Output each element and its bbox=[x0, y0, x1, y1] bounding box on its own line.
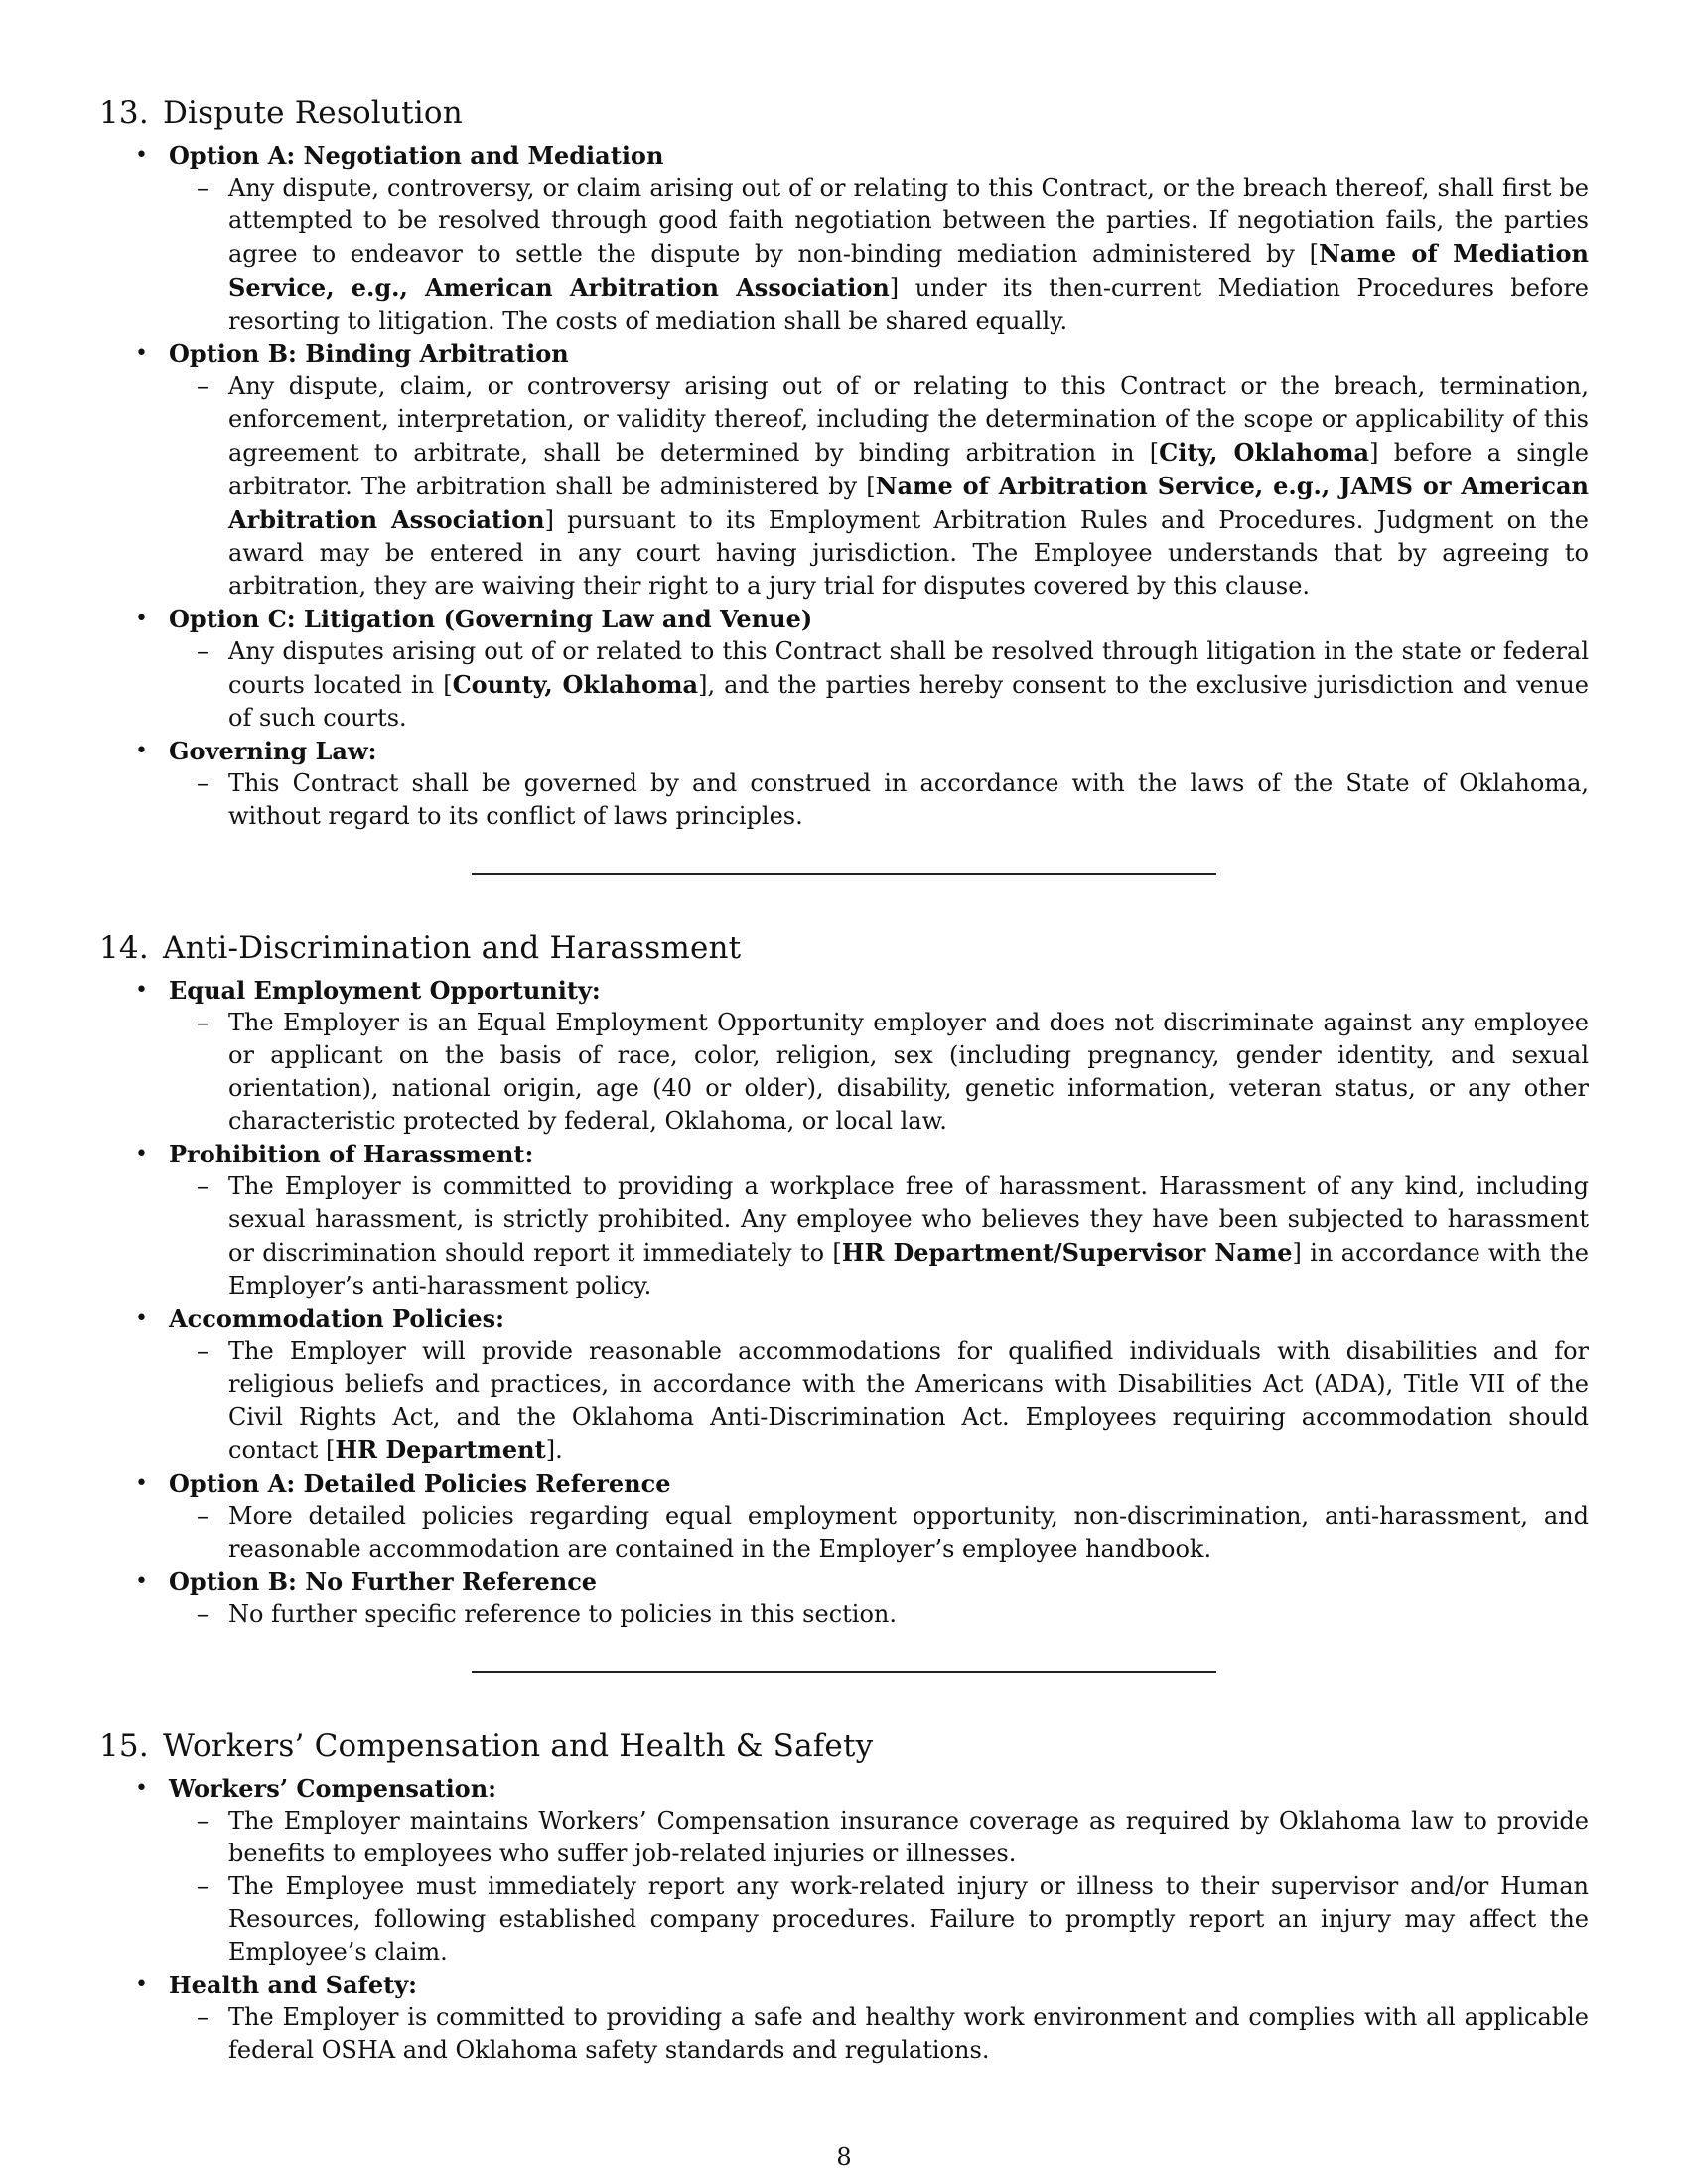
sub-list-item bbox=[169, 172, 1589, 338]
sub-item-list bbox=[169, 370, 1589, 603]
placeholder-text: County, Oklahoma bbox=[452, 670, 699, 699]
sub-list-item bbox=[169, 1007, 1589, 1138]
sub-list-item bbox=[169, 1598, 1589, 1631]
paragraph bbox=[228, 1170, 1589, 1302]
list-item bbox=[99, 603, 1589, 735]
sub-item-list bbox=[169, 1007, 1589, 1138]
text-run: ] pursuant to its Employment Arbitration Rules and Procedures. Judgment on the award may be entered in any court having jurisdiction. The Employee understands that by agreeing to arbitration, they are waiving their right to a jury trial for disputes covered by this clause. bbox=[228, 506, 1589, 600]
text-run: The Employer will provide reasonable accommodations for qualified individuals with disabilities and for religious beliefs and practices, in accordance with the Americans with Disabilities Act (ADA), Title VII of the Civil Rights Act, and the Oklahoma Anti-Discrimination Act. Employees requiring accommodation should contact [ bbox=[228, 1337, 1589, 1464]
text-run: ]. bbox=[545, 1436, 563, 1464]
paragraph bbox=[228, 1007, 1589, 1138]
text-run: More detailed policies regarding equal employment opportunity, non-discrimination, anti-harassment, and reasonable accommodation are contained in the Employer’s employee handbook. bbox=[228, 1502, 1589, 1563]
document-body bbox=[99, 93, 1589, 2067]
sub-list-item bbox=[169, 1870, 1589, 1969]
dash-icon: – bbox=[197, 769, 209, 797]
sub-item-list bbox=[169, 1598, 1589, 1631]
sub-item-list bbox=[169, 2001, 1589, 2067]
sub-item-list bbox=[169, 172, 1589, 338]
paragraph bbox=[228, 1598, 1589, 1631]
section-title: Anti-Discrimination and Harassment bbox=[163, 930, 742, 966]
dash-icon: – bbox=[197, 372, 209, 400]
list-item bbox=[99, 338, 1589, 603]
item-title: Option B: Binding Arbitration bbox=[169, 340, 569, 368]
sub-item-list bbox=[169, 767, 1589, 833]
sub-list-item bbox=[169, 1500, 1589, 1566]
bullet-icon: • bbox=[135, 978, 148, 1003]
text-run: The Employer is committed to providing a workplace free of harassment. Harassment of any kind, including sexual harassment, is strictly prohibited. Any employee who believes they have been subjected to harassment or discrimination should report it immediately to [ bbox=[228, 1172, 1589, 1267]
paragraph bbox=[228, 1805, 1589, 1870]
bullet-icon: • bbox=[135, 143, 148, 168]
text-run: The Employee must immediately report any work-related injury or illness to their supervisor and/or Human Resources, following established company procedures. Failure to promptly report an injury may affect the Employee’s claim. bbox=[228, 1872, 1589, 1966]
section-item-list bbox=[99, 974, 1589, 1631]
list-item bbox=[99, 139, 1589, 338]
item-title: Prohibition of Harassment: bbox=[169, 1140, 534, 1168]
section-heading bbox=[99, 928, 1589, 968]
dash-icon: – bbox=[197, 1600, 209, 1628]
page-number: 8 bbox=[836, 2143, 852, 2171]
text-run: This Contract shall be governed by and construed in accordance with the laws of the State of Oklahoma, without regard to its conflict of laws principles. bbox=[228, 769, 1589, 830]
sub-list-item bbox=[169, 370, 1589, 603]
sub-item-list bbox=[169, 1805, 1589, 1969]
sub-list-item bbox=[169, 1170, 1589, 1302]
dash-icon: – bbox=[197, 1009, 209, 1036]
dash-icon: – bbox=[197, 1172, 209, 1200]
bullet-icon: • bbox=[135, 1570, 148, 1594]
bullet-icon: • bbox=[135, 1776, 148, 1801]
section-item-list bbox=[99, 139, 1589, 833]
text-run: Any dispute, controversy, or claim arising out of or relating to this Contract, or the breach thereof, shall first be attempted to be resolved through good faith negotiation between the parties. If negotiation fails, the parties agree to endeavor to settle the dispute by non-binding mediation administered by [ bbox=[228, 174, 1589, 268]
list-item bbox=[99, 735, 1589, 833]
dash-icon: – bbox=[197, 1337, 209, 1365]
item-title: Option A: Detailed Policies Reference bbox=[169, 1469, 671, 1498]
section-heading bbox=[99, 1726, 1589, 1766]
text-run: Any disputes arising out of or related to this Contract shall be resolved through litigation in the state or federal courts located in [ bbox=[228, 637, 1589, 699]
bullet-icon: • bbox=[135, 1973, 148, 1997]
sub-list-item bbox=[169, 767, 1589, 833]
sub-list-item bbox=[169, 1805, 1589, 1870]
item-title: Option C: Litigation (Governing Law and Venue) bbox=[169, 605, 813, 633]
section-title: Workers’ Compensation and Health & Safety bbox=[163, 1728, 874, 1764]
text-run: The Employer is committed to providing a safe and healthy work environment and complies with all applicable federal OSHA and Oklahoma safety standards and regulations. bbox=[228, 2003, 1589, 2064]
text-run: ] before a single arbitrator. The arbitration shall be administered by [ bbox=[228, 439, 1590, 500]
section-heading bbox=[99, 93, 1589, 133]
text-run: Any dispute, claim, or controversy arising out of or relating to this Contract or the breach, termination, enforcement, interpretation, or validity thereof, including the determination of the scope or applicability of this agreement to arbitrate, shall be determined by binding arbitration in [ bbox=[228, 372, 1589, 467]
item-title: Accommodation Policies: bbox=[169, 1304, 505, 1333]
bullet-icon: • bbox=[135, 1306, 148, 1331]
section-number: 13. bbox=[99, 95, 149, 131]
section-item-list bbox=[99, 1772, 1589, 2067]
paragraph bbox=[228, 767, 1589, 833]
item-title: Workers’ Compensation: bbox=[169, 1774, 496, 1803]
bullet-icon: • bbox=[135, 1142, 148, 1166]
list-item bbox=[99, 974, 1589, 1138]
item-title: Option A: Negotiation and Mediation bbox=[169, 141, 664, 170]
text-run: The Employer maintains Workers’ Compensation insurance coverage as required by Oklahoma law to provide benefits to employees who suffer job-related injuries or illnesses. bbox=[228, 1807, 1589, 1867]
text-run: No further specific reference to policies in this section. bbox=[228, 1600, 897, 1628]
paragraph bbox=[228, 2001, 1589, 2067]
list-item bbox=[99, 1772, 1589, 1969]
placeholder-text: Name of Mediation Service, e.g., American Arbitration Association bbox=[228, 239, 1590, 302]
item-title: Option B: No Further Reference bbox=[169, 1568, 598, 1596]
placeholder-text: Name of Arbitration Service, e.g., JAMS or American Arbitration Association bbox=[228, 472, 1590, 534]
section-gap bbox=[99, 1673, 1589, 1726]
text-run: ], and the parties hereby consent to the exclusive jurisdiction and venue of such courts. bbox=[228, 671, 1589, 732]
list-item bbox=[99, 1566, 1589, 1631]
bullet-icon: • bbox=[135, 341, 148, 366]
placeholder-text: HR Department/Supervisor Name bbox=[841, 1238, 1293, 1267]
paragraph bbox=[228, 172, 1589, 338]
list-item bbox=[99, 1302, 1589, 1467]
sub-item-list bbox=[169, 1170, 1589, 1302]
sub-list-item bbox=[169, 2001, 1589, 2067]
sub-list-item bbox=[169, 635, 1589, 735]
sub-item-list bbox=[169, 1500, 1589, 1566]
section-number: 15. bbox=[99, 1728, 149, 1764]
dash-icon: – bbox=[197, 1502, 209, 1530]
bullet-icon: • bbox=[135, 739, 148, 763]
paragraph bbox=[228, 1335, 1589, 1467]
list-item bbox=[99, 1467, 1589, 1566]
dash-icon: – bbox=[197, 2003, 209, 2031]
bullet-icon: • bbox=[135, 1471, 148, 1496]
placeholder-text: City, Oklahoma bbox=[1159, 438, 1370, 467]
dash-icon: – bbox=[197, 1872, 209, 1900]
paragraph bbox=[228, 1870, 1589, 1969]
section-title: Dispute Resolution bbox=[163, 95, 463, 131]
item-title: Health and Safety: bbox=[169, 1971, 418, 1999]
list-item bbox=[99, 1138, 1589, 1302]
dash-icon: – bbox=[197, 1807, 209, 1835]
item-title: Governing Law: bbox=[169, 737, 377, 765]
text-run: The Employer is an Equal Employment Opportunity employer and does not discriminate against any employee or applicant on the basis of race, color, religion, sex (including pregnancy, gender identity, and sexual orientation), national origin, age (40 or older), disability, genetic information, veteran status, or any other characteristic protected by federal, Oklahoma, or local law. bbox=[228, 1009, 1589, 1135]
section-gap bbox=[99, 875, 1589, 928]
paragraph bbox=[228, 370, 1589, 603]
dash-icon: – bbox=[197, 174, 209, 202]
text-run: ] in accordance with the Employer’s anti-harassment policy. bbox=[228, 1239, 1589, 1299]
bullet-icon: • bbox=[135, 607, 148, 631]
sub-list-item bbox=[169, 1335, 1589, 1467]
paragraph bbox=[228, 1500, 1589, 1566]
sub-item-list bbox=[169, 635, 1589, 735]
item-title: Equal Employment Opportunity: bbox=[169, 976, 601, 1005]
dash-icon: – bbox=[197, 637, 209, 665]
list-item bbox=[99, 1969, 1589, 2067]
paragraph bbox=[228, 635, 1589, 735]
section-number: 14. bbox=[99, 930, 149, 966]
placeholder-text: HR Department bbox=[335, 1435, 546, 1464]
sub-item-list bbox=[169, 1335, 1589, 1467]
text-run: ] under its then-current Mediation Procedures before resorting to litigation. The costs of mediation shall be shared equally. bbox=[228, 274, 1590, 335]
